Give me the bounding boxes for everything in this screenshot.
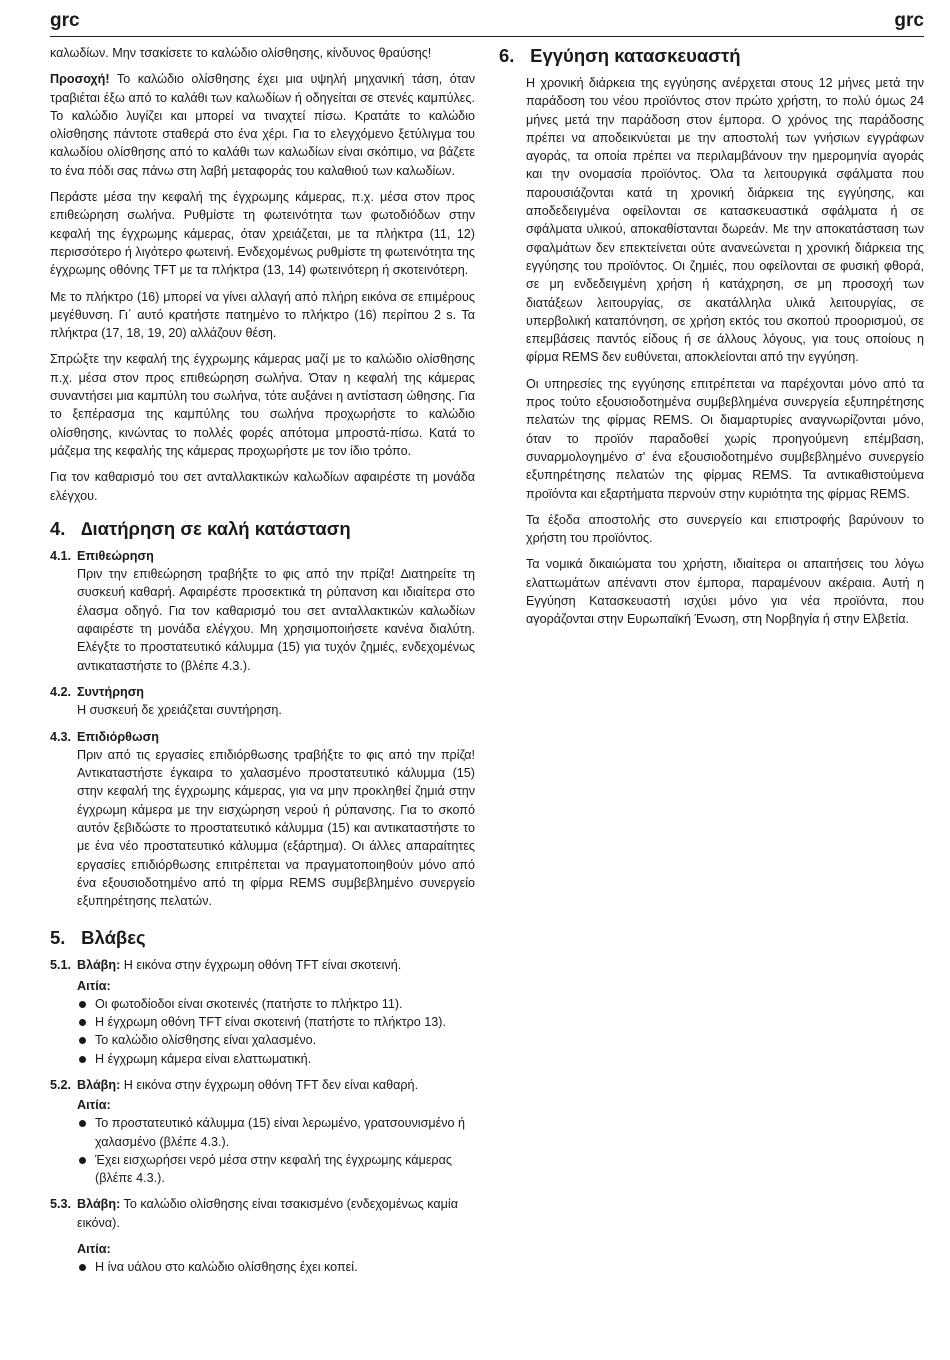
left-column [50, 44, 475, 1284]
cause-list-5-3 [77, 1258, 475, 1276]
paragraph-legal-rights: Τα νομικά δικαιώματα του χρήστη, ιδιαίτερα οι απαιτήσεις του λόγω ελαττωμάτων απέναντι στον έμπορα, παραμένουν ακέραια. Αυτή η Εγγύηση Κατασκευαστή ισχύει μόνο για νέα προϊόντα, που αγοράζονται στην Ευρωπαϊκή Ένωση, στη Νορβηγία ή στην Ελβετία. [526, 557, 924, 627]
paragraph-warning [50, 70, 475, 180]
list-item: Έχει εισχωρήσει νερό μέσα στην κεφαλή της έγχρωμης κάμερας (βλέπε 4.3.). [77, 1151, 475, 1188]
section-5-heading [50, 926, 475, 950]
list-item: Η ίνα υάλου στο καλώδιο ολίσθησης έχει κοπεί. [77, 1258, 475, 1276]
paragraph-warranty-service: Οι υπηρεσίες της εγγύησης επιτρέπεται να παρέχονται μόνο από τα προς τούτο εξουσιοδοτημένα συμβεβλημένα συνεργεία εξυπηρέτησης πελατών της φίρμας REMS. Οι διαμαρτυρίες αναγνωρίζονται μόνο, όταν το προϊόν παραδοθεί χωρίς προηγούμενη επέμβαση, συναρμολογημένο σ' ένα εξουσιοδοτημένο συμβεβλημένο συνεργείο εξυπηρέτησης πελατών της φίρμας REMS. Τα αντικαθιστούμενα προϊόντα και εξαρτήματα περνούν στην κυριότητα της φίρμας REMS. [526, 376, 924, 501]
right-column [499, 44, 924, 637]
paragraph-zoom: Με το πλήκτρο (16) μπορεί να γίνει αλλαγή από πλήρη εικόνα σε επιμέρους μεγέθυνση. Γι΄ αυτό κρατήστε πατημένο το πλήκτρο (16) περίπου 2 s. Τα πλήκτρα (17, 18, 19, 20) αλλάζουν θέση. [50, 289, 475, 341]
fault-5-1: 5.1. Βλάβη: Η εικόνα στην έγχρωμη οθόνη TFT είναι σκοτεινή. [50, 958, 402, 973]
cause-label-5-2: Αιτία: [77, 1098, 111, 1113]
cause-label-5-1: Αιτία: [77, 978, 111, 993]
subsection-4-1-heading: 4.1. Επιθεώρηση [50, 548, 154, 563]
language-code-left: grc [50, 10, 80, 31]
cause-list-5-2 [77, 1114, 475, 1187]
list-item: Οι φωτοδίοδοι είναι σκοτεινές (πατήστε το πλήκτρο 11). [77, 995, 475, 1013]
subsection-4-2-text: Η συσκευή δε χρειάζεται συντήρηση. [77, 703, 282, 718]
list-item: Η έγχρωμη οθόνη TFT είναι σκοτεινή (πατήστε το πλήκτρο 13). [77, 1013, 475, 1031]
section-5-number: 5. [50, 927, 66, 949]
paragraph-warranty-period: Η χρονική διάρκεια της εγγύησης ανέρχεται στους 12 μήνες μετά την παράδοση του νέου προϊόντος στον πρώτο χρήστη, το πολύ όμως 24 μήνες μετά την παράδοση στον έμπορα. Ο χρόνος της παράδοσης πρέπει να αποδεικνύεται με την αποστολή των γνήσιων εγγράφων αγοράς, τα οποία πρέπει να περιλαμβάνουν την ημερομηνία αγοράς και την ονομασία προϊόντος. Όλα τα λειτουργικά σφάλματα που παρουσιάζονται κατά τη χρονική διάρκεια της εγγύησης, και αποδεδειγμένα οφείλονται σε κατασκευαστικά σφάλματα ή σε σφάλματα υλικού, αποκαθίστανται δωρεάν. Με την αποκατάσταση των σφαλμάτων δεν επεκτείνεται ούτε ανανεώνεται η χρονική διάρκεια της εγγύησης του προϊόντος. Οι ζημιές, που οφείλονται σε φυσική φθορά, σε μη ενδεδειγμένη χρήση ή κατάχρηση, σε μη προσοχή των διατάξεων λειτουργίας, σε ακατάλληλα υλικά λειτουργίας, σε υπερβολική καταπόνηση, σε χρήση εκτός του σκοπού προορισμού, σε επεμβάσεις παντός είδους ή σε άλλους λόγους, για τους οποίους η φίρμα REMS δεν ευθύνεται, αποκλείονται από την εγγύηση. [526, 76, 924, 365]
paragraph-cable-intro: καλωδίων. Μην τσακίσετε το καλώδιο ολίσθησης, κίνδυνος θραύσης! [50, 46, 432, 60]
section-4-number: 4. [50, 517, 66, 539]
list-item: Το προστατευτικό κάλυμμα (15) είναι λερωμένο, γρατσουνισμένο ή χαλασμένο (βλέπε 4.3.). [77, 1114, 475, 1151]
fault-5-2: 5.2. Βλάβη: Η εικόνα στην έγχρωμη οθόνη TFT δεν είναι καθαρή. [50, 1077, 419, 1092]
section-6-number: 6. [499, 45, 515, 66]
section-4-title: ∆ιατήρηση σε καλή κατάσταση [81, 517, 351, 539]
subsection-4-1-text: Πριν την επιθεώρηση τραβήξτε το φις από την πρίζα! ∆ιατηρείτε τη συσκευή καθαρή. Αφαιρέστε προσεκτικά τη ρύπανση και ιδιαίτερα στο έλασμα οδηγό. Για τον καθαρισμό του σετ ανταλλακτικών καλωδίων αφαιρέστε τη μονάδα ελέγχου. Μη χρησιμοποιήσετε κανένα διαλύτη. Ελέγξτε το προστατευτικό κάλυμμα (15) για τυχόν ζημιές, ενδεχομένως αντικαταστήστε το (βλέπε 4.3.). [77, 567, 475, 673]
page-header [50, 10, 924, 37]
section-5-title: Βλάβες [81, 927, 146, 949]
subsection-4-3-heading: 4.3. Επιδιόρθωση [50, 729, 159, 744]
fault-5-3: 5.3. Βλάβη: Το καλώδιο ολίσθησης είναι τσακισμένο (ενδεχομένως καμία εικόνα). [50, 1197, 459, 1230]
language-code-right: grc [894, 10, 924, 31]
section-6-heading [499, 44, 924, 68]
subsection-4-2-heading: 4.2. Συντήρηση [50, 684, 144, 699]
warning-text: Το καλώδιο ολίσθησης έχει μια υψηλή μηχανική τάση, όταν τραβιέται έξω από το καλάθι των καλωδίων ή οδηγείται σε στενές καμπύλες. Το καλώδιο λυγίζει και μπορεί να τιναχτεί πίσω. Κρατάτε το καλώδιο ολίσθησης πάντοτε σταθερά στο ένα χέρι. Για το ελεγχόμενο ξετύλιγμα του καλωδίου ολίσθησης από το καλάθι των καλωδίων είναι σκόπιμο, να βάζετε το ένα πόδι σας πάνω στη λαβή μεταφοράς του καλαθιού των καλωδίων. [50, 72, 475, 178]
paragraph-cleaning: Για τον καθαρισμό του σετ ανταλλακτικών καλωδίων αφαιρέστε τη μονάδα ελέγχου. [50, 470, 475, 503]
section-4-heading [50, 517, 475, 541]
paragraph-insert-camera: Περάστε μέσα την κεφαλή της έγχρωμης κάμερας, π.χ. μέσα στον προς επιθεώρηση σωλήνα. Ρυθμίστε τη φωτεινότητα των φωτοδιόδων στην κεφαλή της έγχρωμης κάμερας, όταν χρειάζεται, με τα πλήκτρα (11, 12) περισσότερο ή λιγότερο φωτεινή. Ενδεχομένως ρυθμίστε τη φωτεινότητα της έγχρωμης οθόνης TFT με τα πλήκτρα (13, 14) φωτεινότερη ή σκοτεινότερη. [50, 190, 475, 278]
cause-label-5-3: Αιτία: [77, 1242, 111, 1257]
list-item: Η έγχρωμη κάμερα είναι ελαττωματική. [77, 1050, 475, 1068]
section-6-title: Εγγύηση κατασκευαστή [530, 45, 741, 66]
cause-list-5-1 [77, 995, 475, 1068]
list-item: Το καλώδιο ολίσθησης είναι χαλασμένο. [77, 1031, 475, 1049]
warning-label: Προσοχή! [50, 72, 110, 87]
paragraph-shipping-costs: Τα έξοδα αποστολής στο συνεργείο και επιστροφής βαρύνουν το χρήστη του προϊόντος. [526, 512, 924, 546]
paragraph-push-camera: Σπρώξτε την κεφαλή της έγχρωμης κάμερας μαζί με το καλώδιο ολίσθησης π.χ. μέσα στον προς επιθεώρηση σωλήνα. Όταν η κεφαλή της κάμερας συναντήσει μια καμπύλη του σωλήνα, τότε αυξάνει η αντίσταση ώθησης. Για το ξεπέρασμα της καμπύλης του σωλήνα προχωρήστε το καλώδιο ολίσθησης, κινώντας το πολλές φορές απότομα μπροστά-πίσω. Κατά το μάζεμα της κεφαλής της κάμερας προχωρήστε με τον ίδιο τρόπο. [50, 352, 475, 458]
subsection-4-3-text: Πριν από τις εργασίες επιδιόρθωσης τραβήξτε το φις από την πρίζα! Αντικαταστήστε έγκαιρα το χαλασμένο προστατευτικό κάλυμμα (15) στην κεφαλή της έγχρωμης κάμερας, για να μην προκληθεί ζημιά στην έγχρωμη κάμερα με την εισχώρηση νερού ή ρύπανσης. Για το σκοπό αυτόν ξεβιδώστε το προστατευτικό κάλυμμα (15) και αντικαταστήστε το με ένα νέο προστατευτικό κάλυμμα (εξάρτημα). Οι άλλες απαραίτητες εργασίες επιδιόρθωσης επιτρέπεται να πραγματοποιηθούν μόνο από ένα εξουσιοδοτημένο από τη φίρμα REMS συμβεβλημένο συνεργείο εξυπηρέτησης πελατών. [77, 747, 475, 909]
